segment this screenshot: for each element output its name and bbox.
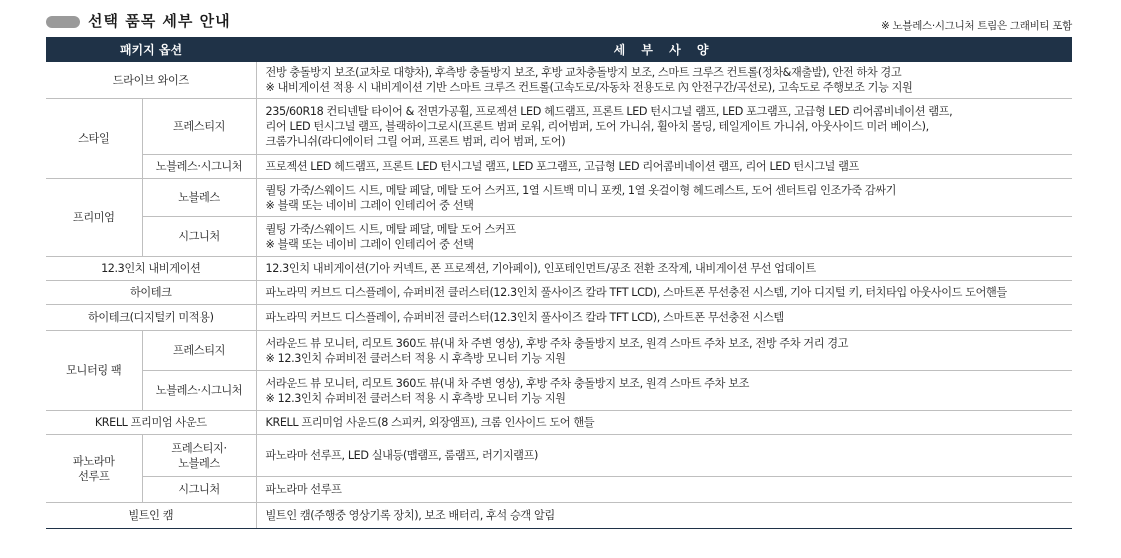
row-sub-monitoring-noblesse: 노블레스·시그니처 [142,371,256,411]
row-sub-premium-noblesse: 노블레스 [142,179,256,217]
row-category-dashcam: 빌트인 캠 [46,503,256,529]
row-desc-premium-noblesse [256,179,1072,217]
row-sub-monitoring-prestige: 프레스티지 [142,331,256,371]
row-category-premium: 프리미엄 [46,179,142,257]
row-category-hitech-no-key: 하이테크(디지털키 미적용) [46,305,256,331]
table-row [46,411,1072,435]
desc-line: 크롬가니쉬(라디에이터 그릴 어퍼, 프론트 범퍼, 리어 범퍼, 도어) [265,135,566,148]
desc-line: 리어 LED 턴시그널 램프, 블랙하이그로시(프론트 범퍼 로워, 리어범퍼, 도어 가니쉬, 휠아치 몰딩, 테일게이트 가니쉬, 아웃사이드 미러 베이스), [265,120,929,133]
table-header-row [46,37,1072,62]
desc-line: 서라운드 뷰 모니터, 리모트 360도 뷰(내 차 주변 영상), 후방 주차 충돌방지 보조, 원격 스마트 주차 보조 [265,376,750,390]
row-desc-style-noblesse [256,155,1072,179]
row-category-style: 스타일 [46,99,142,179]
row-desc-premium-signature [256,217,1072,257]
row-desc-style-prestige [256,99,1072,155]
table-row [46,62,1072,99]
row-category-krell: KRELL 프리미엄 사운드 [46,411,256,435]
options-table [46,37,1072,529]
desc-line: 퀼팅 가죽/스웨이드 시트, 메탈 페달, 메탈 도어 스커프, 1열 시트백 미니 포켓, 1열 옷걸이형 헤드레스트, 도어 센터트림 인조가죽 감싸기 [265,183,897,197]
row-sub-sunroof-prestige [142,435,256,477]
table-row [46,371,1072,411]
table-row [46,179,1072,217]
row-desc-monitoring-prestige [256,331,1072,371]
desc-line: 235/60R18 컨티넨탈 타이어 & 전면가공휠, 프로젝션 LED 헤드램프, 프론트 LED 턴시그널 램프, LED 포그램프, 고급형 LED 리어콤비네이션 램프, [265,105,953,118]
row-desc-hitech: 파노라믹 커브드 디스플레이, 슈퍼비전 클러스터(12.3인치 풀사이즈 칼라 TFT LCD), 스마트폰 무선충전 시스템, 기아 디지털 키, 터치타입 아웃사이드 도어핸들 [256,281,1072,305]
table-row [46,477,1072,503]
row-desc-dashcam: 빌트인 캠(주행중 영상기록 장치), 보조 배터리, 후석 승객 알림 [256,503,1072,529]
sub-label-line: 노블레스 [178,456,220,470]
section-header [46,10,1072,36]
row-sub-style-noblesse: 노블레스·시그니처 [142,155,256,179]
desc-line: ※ 내비게이션 적용 시 내비게이션 기반 스마트 크루즈 컨트롤(고속도로/자동차 전용도로 內 안전구간/곡선로), 고속도로 주행보조 기능 지원 [265,81,913,94]
row-desc-drive-wise [256,62,1072,99]
desc-line: 프로젝션 LED 헤드램프, 프론트 LED 턴시그널 램프, LED 포그램프, 고급형 LED 리어콤비네이션 램프, 리어 LED 턴시그널 램프 [265,160,859,173]
category-line: 선루프 [78,469,110,483]
table-row [46,257,1072,281]
table-row [46,281,1072,305]
row-sub-style-prestige: 프레스티지 [142,99,256,155]
row-category-hitech: 하이테크 [46,281,256,305]
header-package-option: 패키지 옵션 [46,37,256,62]
row-category-sunroof [46,435,142,503]
category-line: 파노라마 [72,454,115,468]
row-desc-hitech-no-key: 파노라믹 커브드 디스플레이, 슈퍼비전 클러스터(12.3인치 풀사이즈 칼라 TFT LCD), 스마트폰 무선충전 시스템 [256,305,1072,331]
row-desc-monitoring-noblesse [256,371,1072,411]
row-sub-sunroof-signature: 시그니처 [142,477,256,503]
row-desc-navigation: 12.3인치 내비게이션(기아 커넥트, 폰 프로젝션, 기아페이), 인포테인먼트/공조 전환 조작계, 내비게이션 무선 업데이트 [256,257,1072,281]
row-category-monitoring: 모니터링 팩 [46,331,142,411]
desc-line: ※ 12.3인치 슈퍼비전 클러스터 적용 시 후측방 모니터 기능 지원 [265,351,566,365]
sub-label-line: 프레스티지· [171,441,227,455]
header-specification: 세 부 사 양 [256,37,1072,62]
trim-note: ※ 노블레스·시그니처 트림은 그래비티 포함 [880,20,1072,32]
table-row [46,435,1072,477]
table-row [46,305,1072,331]
desc-line: ※ 블랙 또는 네이비 그레이 인테리어 중 선택 [265,198,474,212]
desc-line: ※ 12.3인치 슈퍼비전 클러스터 적용 시 후측방 모니터 기능 지원 [265,391,566,405]
table-row [46,331,1072,371]
row-category-drive-wise: 드라이브 와이즈 [46,62,256,99]
row-category-navigation: 12.3인치 내비게이션 [46,257,256,281]
row-desc-sunroof-prestige: 파노라마 선루프, LED 실내등(맵램프, 룸램프, 러기지램프) [256,435,1072,477]
row-sub-premium-signature: 시그니처 [142,217,256,257]
desc-line: 퀼팅 가죽/스웨이드 시트, 메탈 페달, 메탈 도어 스커프 [265,222,516,236]
table-row [46,155,1072,179]
desc-line: ※ 블랙 또는 네이비 그레이 인테리어 중 선택 [265,237,474,251]
row-desc-krell: KRELL 프리미엄 사운드(8 스피커, 외장앰프), 크롬 인사이드 도어 핸들 [256,411,1072,435]
row-desc-sunroof-signature: 파노라마 선루프 [256,477,1072,503]
page-title: 선택 품목 세부 안내 [88,12,231,30]
table-row [46,99,1072,155]
desc-line: 서라운드 뷰 모니터, 리모트 360도 뷰(내 차 주변 영상), 후방 주차 충돌방지 보조, 원격 스마트 주차 보조, 전방 주차 거리 경고 [265,336,849,350]
table-row [46,217,1072,257]
desc-line: 전방 충돌방지 보조(교차로 대향차), 후측방 충돌방지 보조, 후방 교차충돌방지 보조, 스마트 크루즈 컨트롤(정차&재출발), 안전 하차 경고 [265,66,902,79]
table-row [46,503,1072,529]
title-marker [46,16,80,28]
